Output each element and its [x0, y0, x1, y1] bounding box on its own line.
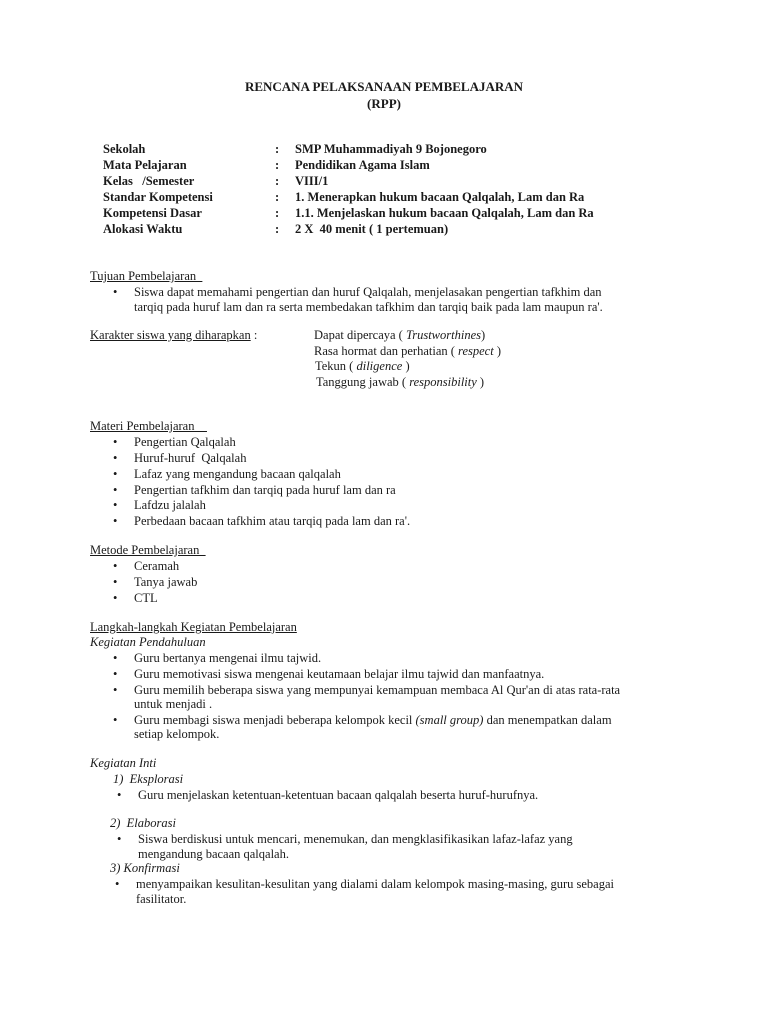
bullet-glyph: • [113, 591, 118, 605]
section-heading-karakter [90, 328, 257, 344]
list-item: Guru memilih beberapa siswa yang mempunyai kemampuan membaca Al Qur'an di atas rata-rata [134, 683, 621, 697]
step-heading-elaborasi: 2) Elaborasi [110, 816, 176, 830]
list-item-continuation: mengandung bacaan qalqalah. [138, 847, 289, 861]
list-item-continuation: setiap kelompok. [134, 727, 220, 741]
karakter-item-text: Tanggung jawab ( [316, 375, 410, 389]
identity-value: SMP Muhammadiyah 9 Bojonegoro [295, 142, 487, 156]
document-subtitle: (RPP) [367, 96, 401, 111]
karakter-item [315, 359, 410, 375]
bullet-glyph: • [113, 651, 118, 665]
bullet-glyph: • [113, 713, 118, 727]
karakter-item-close: ) [493, 344, 501, 358]
tujuan-item-line: tarqiq pada huruf lam dan ra serta membedakan tafkhim dan tarqiq baik pada lam maupun ra'. [134, 300, 603, 314]
list-item: Pengertian Qalqalah [134, 435, 236, 449]
karakter-item-term: diligence [356, 359, 403, 373]
karakter-item-close: ) [476, 375, 485, 389]
identity-colon: : [275, 190, 280, 204]
identity-colon: : [275, 174, 280, 188]
tujuan-item-line: Siswa dapat memahami pengertian dan huruf Qalqalah, menjelasakan pengertian tafkhim dan [134, 285, 602, 299]
identity-value: 1. Menerapkan hukum bacaan Qalqalah, Lam dan Ra [295, 190, 585, 204]
list-item: Lafaz yang mengandung bacaan qalqalah [134, 467, 341, 481]
bullet-glyph: • [113, 683, 118, 697]
list-item: CTL [134, 591, 158, 605]
bullet-glyph: • [117, 832, 122, 846]
karakter-item-close: ) [402, 359, 410, 373]
section-heading-langkah: Langkah-langkah Kegiatan Pembelajaran [90, 620, 297, 634]
karakter-item-term: respect [458, 344, 494, 358]
identity-colon: : [275, 222, 280, 236]
bullet-glyph: • [113, 285, 118, 299]
list-item-text: dan menempatkan dalam [483, 713, 612, 727]
list-item: Guru memotivasi siswa mengenai keutamaan belajar ilmu tajwid dan manfaatnya. [134, 667, 545, 681]
bullet-glyph: • [113, 483, 118, 497]
bullet-glyph: • [115, 877, 120, 891]
section-heading-tujuan: Tujuan Pembelajaran [90, 269, 203, 283]
list-item: Huruf-huruf Qalqalah [134, 451, 247, 465]
list-item: Pengertian tafkhim dan tarqiq pada huruf lam dan ra [134, 483, 396, 497]
list-item: Tanya jawab [134, 575, 198, 589]
karakter-item-text: Tekun ( [315, 359, 357, 373]
identity-label: Kompetensi Dasar [103, 206, 202, 220]
step-heading-konfirmasi: 3) Konfirmasi [110, 861, 180, 875]
identity-label: Standar Kompetensi [103, 190, 213, 204]
list-item-continuation: fasilitator. [136, 892, 187, 906]
identity-label: Alokasi Waktu [103, 222, 183, 236]
karakter-item [314, 344, 501, 360]
identity-colon: : [275, 158, 280, 172]
identity-label: Sekolah [103, 142, 146, 156]
bullet-glyph: • [113, 451, 118, 465]
identity-value: 2 X 40 menit ( 1 pertemuan) [295, 222, 449, 236]
bullet-glyph: • [113, 498, 118, 512]
list-item: Guru menjelaskan ketentuan-ketentuan bacaan qalqalah beserta huruf-hurufnya. [138, 788, 539, 802]
list-item: Siswa berdiskusi untuk mencari, menemukan, dan mengklasifikasikan lafaz-lafaz yang [138, 832, 573, 846]
bullet-glyph: • [113, 514, 118, 528]
bullet-glyph: • [117, 788, 122, 802]
karakter-item-text: Rasa hormat dan perhatian ( [314, 344, 459, 358]
section-heading-materi: Materi Pembelajaran [90, 419, 207, 433]
karakter-item-text: Dapat dipercaya ( [314, 328, 406, 342]
karakter-item-close: ) [481, 328, 486, 342]
identity-value: Pendidikan Agama Islam [295, 158, 430, 172]
list-item-term: (small group) [415, 713, 484, 727]
list-item: Guru bertanya mengenai ilmu tajwid. [134, 651, 322, 665]
list-item-text: Guru membagi siswa menjadi beberapa kelompok kecil [134, 713, 416, 727]
identity-value: 1.1. Menjelaskan hukum bacaan Qalqalah, Lam dan Ra [295, 206, 594, 220]
bullet-glyph: • [113, 559, 118, 573]
karakter-item [316, 375, 484, 391]
bullet-glyph: • [113, 575, 118, 589]
identity-label: Mata Pelajaran [103, 158, 187, 172]
identity-colon: : [275, 206, 280, 220]
list-item: menyampaikan kesulitan-kesulitan yang dialami dalam kelompok masing-masing, guru sebagai [136, 877, 615, 891]
list-item-continuation: untuk menjadi . [134, 697, 213, 711]
list-item: Ceramah [134, 559, 180, 573]
karakter-item [314, 328, 485, 344]
bullet-glyph: • [113, 667, 118, 681]
karakter-heading-colon: : [250, 328, 258, 342]
subsection-heading-pendahuluan: Kegiatan Pendahuluan [90, 635, 206, 649]
subsection-heading-inti: Kegiatan Inti [90, 756, 157, 770]
identity-value: VIII/1 [295, 174, 329, 188]
list-item: Perbedaan bacaan tafkhim atau tarqiq pada lam dan ra'. [134, 514, 411, 528]
bullet-glyph: • [113, 467, 118, 481]
identity-colon: : [275, 142, 280, 156]
section-heading-metode: Metode Pembelajaran [90, 543, 206, 557]
bullet-glyph: • [113, 435, 118, 449]
step-heading-eksplorasi: 1) Eksplorasi [113, 772, 184, 786]
karakter-item-term: responsibility [409, 375, 477, 389]
document-title: RENCANA PELAKSANAAN PEMBELAJARAN [244, 79, 524, 94]
karakter-heading-text: Karakter siswa yang diharapkan [90, 328, 251, 342]
identity-label: Kelas /Semester [103, 174, 195, 188]
list-item: Lafdzu jalalah [134, 498, 206, 512]
karakter-item-term: Trustworthines [405, 328, 481, 342]
